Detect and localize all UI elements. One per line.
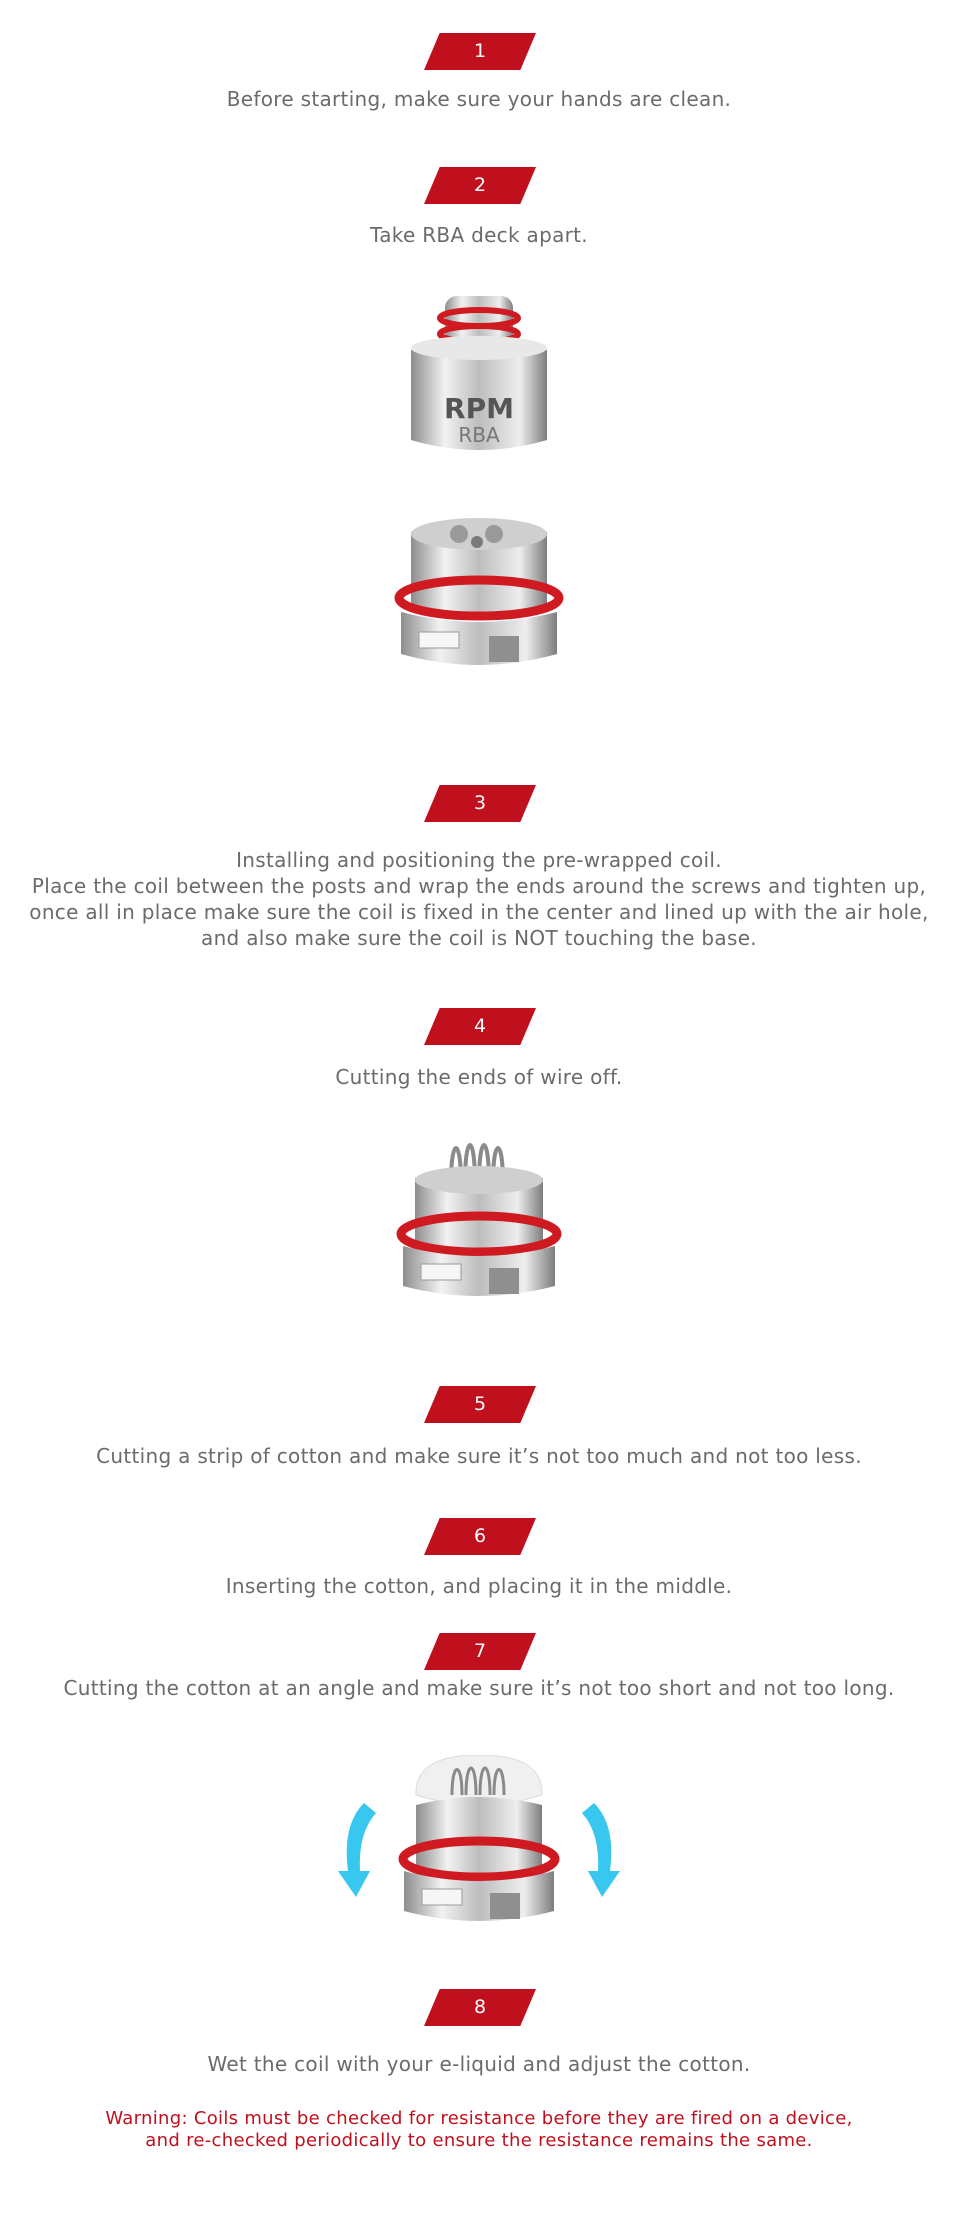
step-line: Cutting the cotton at an angle and make sure it’s not too short and not too long. xyxy=(63,1676,895,1700)
step-7-text xyxy=(0,1675,958,1701)
step-number: 1 xyxy=(473,40,487,62)
warning-line: and re-checked periodically to ensure the resistance remains the same. xyxy=(145,2130,813,2151)
step-4-text xyxy=(0,1064,958,1090)
warning-note xyxy=(0,2108,958,2152)
rba-cap-illustration xyxy=(0,290,958,470)
warning-line: Warning: Coils must be checked for resistance before they are fired on a device, xyxy=(105,2108,853,2129)
arrow-right-icon xyxy=(582,1803,620,1897)
step-number: 6 xyxy=(473,1525,487,1547)
step-3-text xyxy=(0,847,958,951)
step-number: 8 xyxy=(473,1996,487,2018)
arrow-left-icon xyxy=(338,1803,376,1897)
rba-base-illustration xyxy=(0,512,958,682)
step-line: Wet the coil with your e-liquid and adjust the cotton. xyxy=(207,2052,751,2076)
coiled-deck-illustration xyxy=(0,1128,958,1308)
step-1-text xyxy=(0,86,958,112)
step-badge-4 xyxy=(424,1008,536,1045)
step-line: Inserting the cotton, and placing it in the middle. xyxy=(225,1574,733,1598)
step-number: 3 xyxy=(473,792,487,814)
step-2-text xyxy=(0,222,958,248)
step-8-text xyxy=(0,2051,958,2077)
step-line: Cutting the ends of wire off. xyxy=(335,1065,623,1089)
step-number: 5 xyxy=(473,1393,487,1415)
step-number: 7 xyxy=(473,1640,487,1662)
step-number: 4 xyxy=(473,1015,487,1037)
step-badge-2 xyxy=(424,167,536,204)
step-number: 2 xyxy=(473,174,487,196)
step-line: Place the coil between the posts and wrap the ends around the screws and tighten up, xyxy=(31,874,927,898)
step-6-text xyxy=(0,1573,958,1599)
deck-model-label: RBA xyxy=(458,423,500,447)
step-line: Installing and positioning the pre-wrapped coil. xyxy=(236,848,722,872)
step-badge-6 xyxy=(424,1518,536,1555)
step-line: Take RBA deck apart. xyxy=(370,223,588,247)
step-badge-7 xyxy=(424,1633,536,1670)
step-badge-8 xyxy=(424,1989,536,2026)
cotton-trim-illustration xyxy=(0,1755,958,1945)
step-badge-1 xyxy=(424,33,536,70)
step-line: and also make sure the coil is NOT touching the base. xyxy=(201,926,757,950)
step-badge-5 xyxy=(424,1386,536,1423)
deck-brand-label: RPM xyxy=(444,392,514,425)
step-line: Cutting a strip of cotton and make sure it’s not too much and not too less. xyxy=(96,1444,862,1468)
step-line: Before starting, make sure your hands are clean. xyxy=(226,87,732,111)
step-badge-3 xyxy=(424,785,536,822)
step-line: once all in place make sure the coil is fixed in the center and lined up with the air hole, xyxy=(29,900,929,924)
step-5-text xyxy=(0,1443,958,1469)
